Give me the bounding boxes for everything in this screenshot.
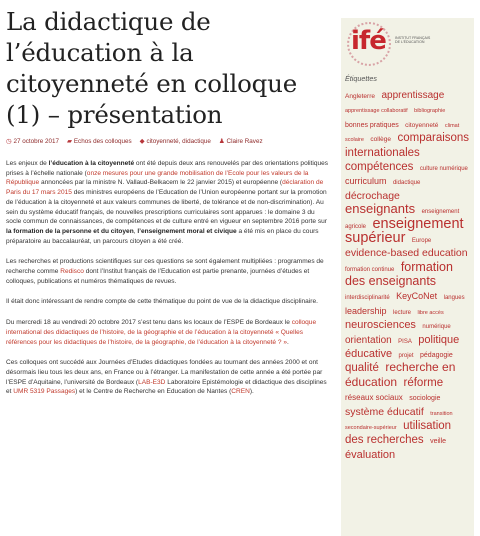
inline-link[interactable]: UMR 5319 Passages [13,388,76,396]
tag-link[interactable]: projet [398,353,414,360]
inline-link[interactable]: onze mesures pour une grande mobilisation de l’Ecole pour les valeurs de la République [6,169,309,187]
tag-link[interactable]: apprentissage collaboratif [345,108,408,115]
tag-link[interactable]: neurosciences [345,319,416,332]
tag-link[interactable]: Angleterre [345,93,375,100]
inline-link[interactable]: déclaration de Paris du 17 mars 2015 [6,179,324,197]
post-paragraph [6,159,330,246]
tag-link[interactable]: curriculum [345,176,387,187]
logo-mark: ifé [351,26,386,56]
tag-link[interactable]: culture numérique [419,165,468,172]
tag-link[interactable]: sociologie [409,395,441,403]
inline-link[interactable]: CREN [231,388,250,396]
post-meta [6,138,330,145]
tag-link[interactable]: evidence-based education [345,247,468,260]
tag-link[interactable]: didactique [392,180,421,187]
tag-link[interactable]: qualité [345,362,379,375]
sidebar [341,18,474,536]
tag-link[interactable]: Europe [411,237,432,244]
tag-icon: ◆ [139,138,145,145]
post-tags[interactable] [140,138,211,145]
tag-link[interactable]: numérique [422,324,451,331]
post-paragraph [6,318,330,347]
post-paragraph [6,257,330,286]
text-run: ). [249,388,254,396]
tag-link[interactable]: formation des enseignants [345,259,453,289]
tag-cloud [345,87,470,461]
tag-link[interactable]: climat scolaire [345,122,460,144]
tag-link[interactable]: enseignants [345,201,416,217]
inline-link[interactable]: LAB-E3D [138,378,166,386]
tags-widget-title: Étiquettes [345,74,377,83]
tag-link[interactable]: réforme [403,376,444,389]
post-author[interactable] [219,138,263,145]
tag-link[interactable]: orientation [345,334,392,346]
ife-logo[interactable] [345,18,470,74]
folder-icon: ▰ [67,138,72,145]
post-author-text: Claire Ravez [226,138,263,145]
text-run: ont été depuis deux ans renouvelés par des orientations politiques prises à l’échelle nationale ( [6,160,329,177]
post-title: La didactique de l’éducation à la citoyenneté en colloque (1) – présentation [6,7,298,129]
tag-link[interactable]: enseignement supérieur [345,215,464,246]
post-body [6,159,330,397]
text-run: annoncées par la ministre N. Vallaud-Belkacem le 22 janvier 2015) et européenne ( [39,179,283,187]
tag-link[interactable]: bonnes pratiques [345,121,399,129]
text-run: ) et le Centre de Recherche en Education de Nantes ( [75,388,232,396]
inline-link[interactable]: Redisco [60,268,84,276]
tag-link[interactable]: lecture [392,309,411,316]
tag-link[interactable]: leadership [345,305,387,316]
text-run: dont l’Institut français de l’Education est partie prenante, journées d’études et colloques, publications et numéros thématiques de revues. [6,268,310,285]
post-tags-text: citoyenneté, didactique [146,138,211,145]
post-category-text: Echos des colloques [73,138,132,145]
tag-link[interactable]: apprentissage [381,90,445,101]
tag-link[interactable]: recherche en éducation [345,360,456,389]
tag-link[interactable]: comparaisons internationales [345,132,470,159]
text-run: Les recherches et productions scientifiques sur ces questions se sont également multipliées : programmes de recherche comme [6,258,324,276]
logo-subtitle: INSTITUT FRANÇAIS DE L’ÉDUCATION [395,36,431,45]
text-run: , [133,227,138,235]
text-run: Les enjeux de [6,160,49,167]
tag-link[interactable]: citoyenneté [405,121,439,129]
bold-text: l’enseignement moral et civique [137,227,237,235]
bold-text: l’éducation à la citoyenneté [48,160,135,167]
tag-link[interactable]: interdisciplinarité [345,295,390,302]
tag-link[interactable]: formation continue [345,266,395,273]
tag-link[interactable]: réseaux sociaux [345,393,403,403]
text-run: a été mis en place du cours préparatoire au baccalauréat, un parcours citoyen a été créé. [6,227,319,245]
tag-link[interactable]: pédagogie [420,352,453,360]
clock-icon: ◷ [6,138,12,145]
text-run: Il était donc intéressant de rendre compte de cette thématique du point de vue de la didactique disciplinaire. [6,298,318,306]
post-date-text: 27 octobre 2017 [13,138,60,145]
post-date[interactable] [6,138,59,145]
tag-link[interactable]: langues [443,295,465,302]
text-run: . [286,338,289,346]
text-run: Ces colloques ont succédé aux Journées d’Etudes didactiques fondées au tournant des années 2000 et ont désormais lieu tous les deux ans, en France ou à l’étranger. La manifestation de cette année a été portée par l’ESPE d’Aquitaine, l’université de Bordeaux ( [6,359,323,386]
bold-text: la formation de la personne et du citoyen [6,227,134,235]
text-run: Du mercredi 18 au vendredi 20 octobre 2017 s’est tenu dans les locaux de l’ESPE de Bordeaux le [6,319,292,327]
tag-link[interactable]: libre accès [417,309,444,316]
post-paragraph [6,358,330,397]
tag-link[interactable]: collège [370,136,392,144]
text-run: des ministres européens de l’Education de l’Union européenne portant sur la promotion de l’éducation à la citoyenneté et aux valeurs communes de liberté, de tolérance et de non-discrimination). Au sein du système éducatif français, de nouvelles prescriptions curriculaires sont apparues : le domaine 3 du socle commun de connaissances, de compétences et de culture entré en vigueur en septembre 2016 porte sur [6,189,327,226]
tag-link[interactable]: système éducatif [345,405,424,418]
tag-link[interactable]: veille [430,438,447,446]
text-run: Laboratoire Epistémologie et didactique des disciplines et [6,378,327,396]
post-article [6,6,330,408]
inline-link[interactable]: colloque international des didactiques de l’histoire, de la géographie et de l’éducation à la citoyenneté « Quelles références pour les didactiques de l’histoire, de la géographie, de l’éducation à la citoyenneté ? » [6,319,317,346]
post-category[interactable] [67,138,132,145]
tag-link[interactable]: utilisation des recherches [345,419,452,447]
user-icon: ♟ [218,138,225,145]
tag-link[interactable]: décrochage [345,189,400,202]
post-paragraph [6,297,330,307]
tag-link[interactable]: bibliographie [414,108,446,115]
tag-link[interactable]: évaluation [345,448,396,461]
tag-link[interactable]: compétences [345,160,414,173]
tag-link[interactable]: enseignement agricole [345,209,460,230]
tag-link[interactable]: politique éducative [345,333,460,361]
tag-link[interactable]: KeyCoNet [396,291,438,302]
tag-link[interactable]: transition secondaire-supérieur [345,410,453,431]
tag-link[interactable]: PISA [398,338,412,345]
